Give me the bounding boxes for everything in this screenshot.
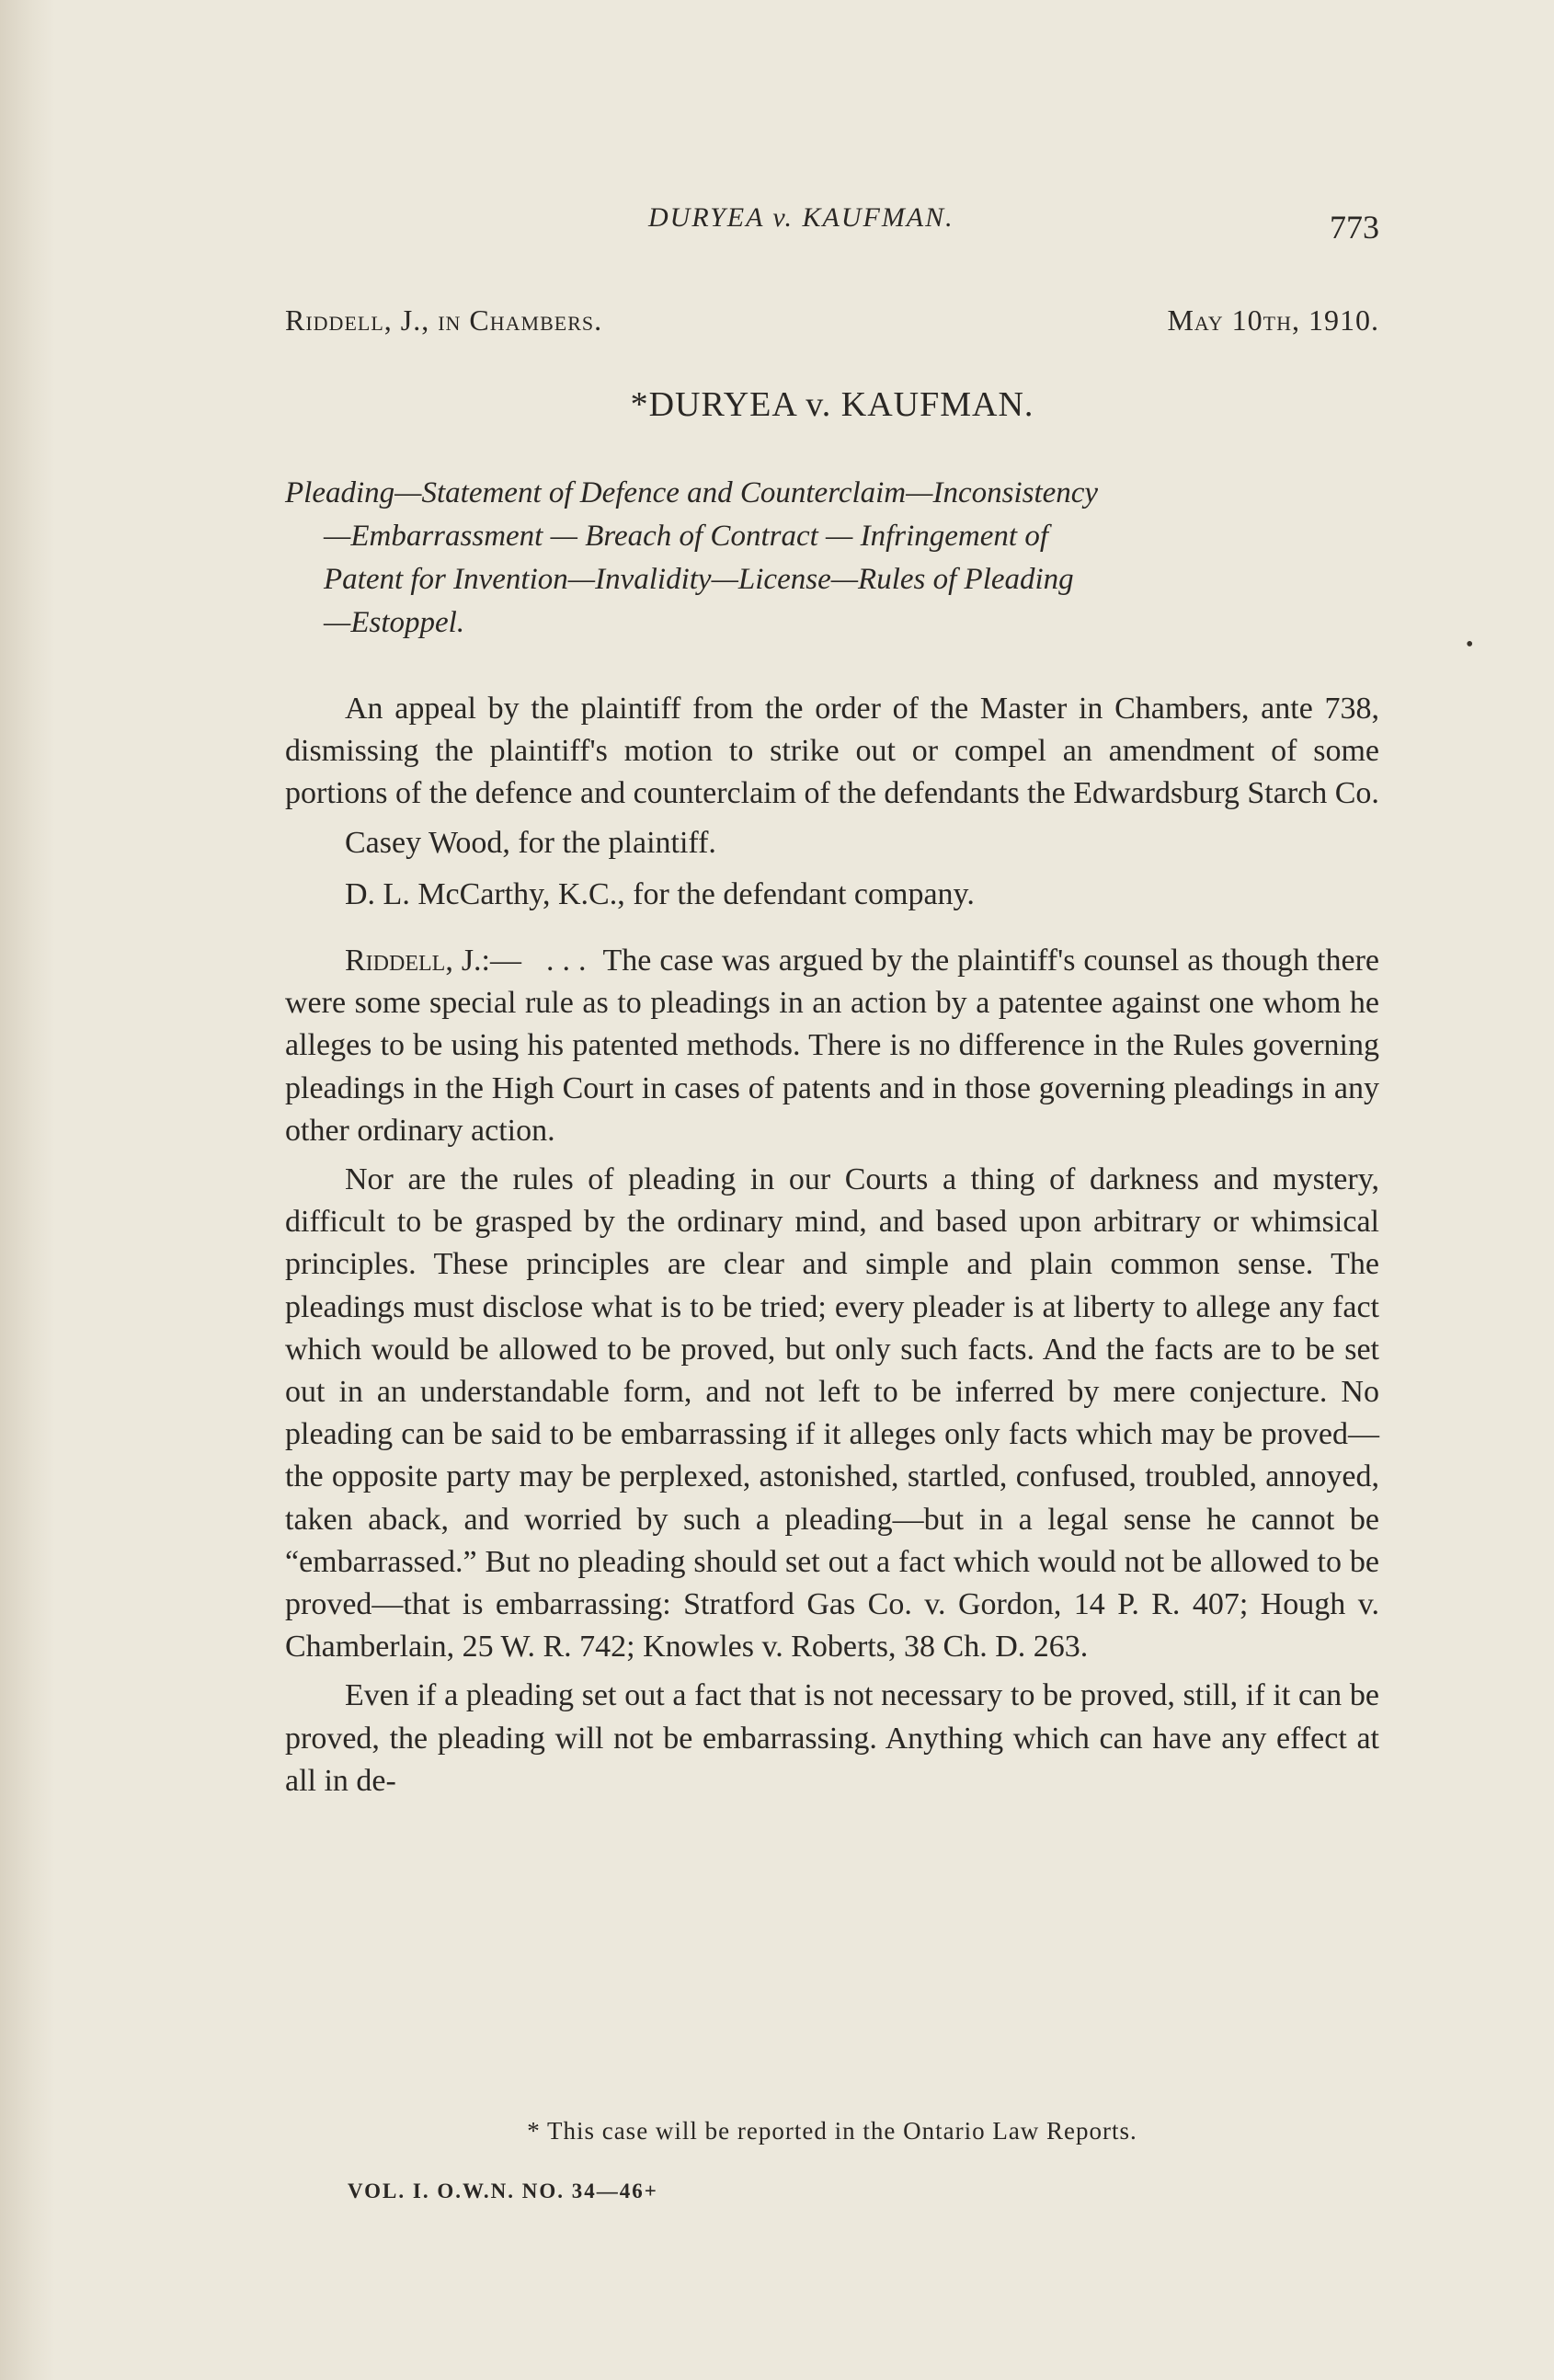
- ellipsis: . . .: [546, 944, 587, 978]
- opinion-text: The case was argued by the plaintiff's counsel as though there were some special rule as to pleadings in an action by a patentee against one whom he alleges to be using his patented methods. There is no difference in the Rules governing pleadings in the High Court in cases of patents and in those governing pleadings in any other ordinary action.: [285, 944, 1379, 1148]
- margin-mark: •: [1466, 633, 1474, 657]
- headnote-line: Patent for Invention—Invalidity—License—Rules of Pleading: [324, 563, 1074, 596]
- body-text: [285, 688, 1379, 1809]
- footnote: * This case will be reported in the Ontario Law Reports.: [527, 2117, 1137, 2145]
- judge-name: Riddell, J.:—: [345, 944, 521, 978]
- intro-paragraph: An appeal by the plaintiff from the order of the Master in Chambers, ante 738, dismissing the plaintiff's motion to strike out or compel an amendment of some portions of the defence and counterclaim of the defendants the Edwardsburg Starch Co.: [285, 692, 1379, 811]
- decision-date: May 10th, 1910.: [1167, 303, 1379, 337]
- opinion-paragraph: [285, 940, 1379, 1152]
- running-head: [285, 195, 1379, 250]
- opinion-paragraph: Even if a pleading set out a fact that is not necessary to be proved, still, if it can be proved, the pleading will not be embarrassing. Anything which can have any effect at all in de-: [285, 1678, 1379, 1798]
- opinion-paragraph: Nor are the rules of pleading in our Courts a thing of darkness and mystery, difficult to be grasped by the ordinary mind, and based upon arbitrary or whimsical principles. These principles are clear and simple and plain common sense. The pleadings must disclose what is to be tried; every pleader is at liberty to allege any fact which would be allowed to be proved, but only such facts. And the facts are to be set out in an understandable form, and not left to be inferred by mere conjecture. No pleading can be said to be embarrassing if it alleges only facts which may be proved—the opposite party may be perplexed, astonished, startled, confused, troubled, annoyed, taken aback, and worried by such a pleading—but in a legal sense he cannot be “embarrassed.” But no pleading should set out a fact which would not be allowed to be proved—that is embarrassing: Stratford Gas Co. v. Gordon, 14 P. R. 407; Hough v. Chamberlain, 25 W. R. 742; Knowles v. Roberts, 38 Ch. D. 263.: [285, 1162, 1379, 1665]
- headnote-line: —Embarrassment — Breach of Contract — Infringement of: [324, 520, 1048, 553]
- headnote-line: Pleading—Statement of Defence and Counterclaim—Inconsistency: [285, 476, 1099, 509]
- running-head-title: DURYEA v. KAUFMAN.: [648, 202, 954, 233]
- printer-signature: VOL. I. O.W.N. NO. 34—46+: [348, 2180, 658, 2203]
- court-line: [285, 303, 1379, 338]
- page-number: 773: [1330, 209, 1379, 246]
- headnote: [285, 472, 1379, 645]
- counsel-defendant: D. L. McCarthy, K.C., for the defendant company.: [345, 876, 975, 911]
- headnote-line: —Estoppel.: [324, 606, 465, 639]
- page-edge-shadow: [0, 0, 55, 2380]
- court-name: Riddell, J., in Chambers.: [285, 303, 603, 337]
- counsel-plaintiff: Casey Wood, for the plaintiff.: [345, 825, 716, 860]
- case-title: *DURYEA v. KAUFMAN.: [630, 385, 1034, 424]
